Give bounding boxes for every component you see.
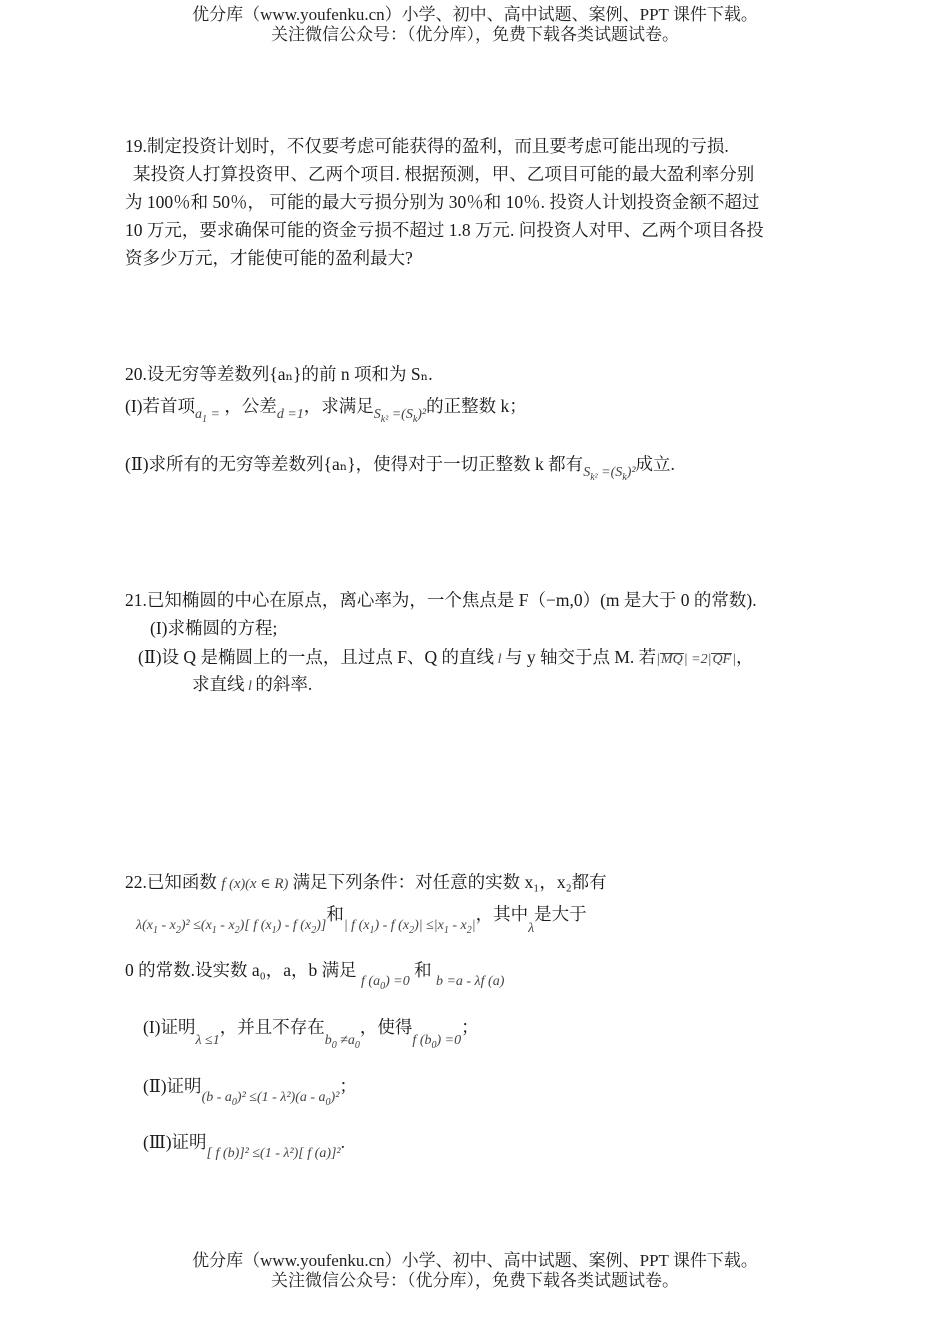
q20-p2-b: 成立. — [635, 454, 675, 474]
q22-p2-a: (Ⅱ)证明 — [143, 1076, 202, 1096]
q21-line-3 — [138, 645, 753, 672]
q22-l1-a: 22.已知函数 — [125, 872, 217, 892]
q21-l3-b: 与 y 轴交于点 M. 若 — [504, 647, 657, 667]
q22-line-3 — [125, 958, 504, 990]
formula-vector-ratio: |MQ| =2|QF| — [656, 652, 736, 667]
q22-l1-b: 满足下列条件：对任意的实数 x₁，x₂都有 — [292, 872, 607, 892]
q22-p3-b: . — [340, 1132, 345, 1152]
q19-line-2: 某投资人打算投资甲、乙两个项目. 根据预测，甲、乙项目可能的最大盈利率分别 — [133, 164, 755, 184]
q19-line-3: 为 100％和 50％， 可能的最大亏损分别为 30％和 10％. 投资人计划投资金额不超过 — [125, 192, 760, 212]
q22-part-2 — [143, 1074, 357, 1106]
header-line-1: 优分库（www.youfenku.cn）小学、初中、高中试题、案例、PPT 课件下载。 — [192, 5, 758, 24]
formula-proof-3: [ f (b)]² ≤(1 - λ²)[ f (a)]² — [206, 1146, 341, 1161]
q22-p1-c: ，使得 — [359, 1017, 413, 1037]
q19-line-5: 资多少万元，才能使可能的盈利最大? — [125, 248, 413, 268]
q21-line-4 — [192, 672, 312, 699]
q20-line-1: 20.设无穷等差数列{aₙ}的前 n 项和为 Sₙ. — [125, 364, 433, 384]
formula-l-2: l — [244, 679, 256, 694]
formula-a1: a1 = — [194, 407, 220, 425]
formula-sk2-2: Sk² =(Sk)² — [583, 465, 636, 483]
q22-l3-a: 0 的常数.设实数 a₀，a，b 满足 — [125, 960, 357, 980]
formula-lambda: λ — [528, 921, 535, 936]
formula-condition-1: λ(x1 - x2)² ≤(x1 - x2)[ f (x1) - f (x2)] — [136, 918, 327, 936]
header-line-2: 关注微信公众号：（优分库），免费下载各类试题试卷。 — [271, 25, 679, 44]
q22-l2-c: 是大于 — [534, 904, 587, 924]
footer-line-1: 优分库（www.youfenku.cn）小学、初中、高中试题、案例、PPT 课件下载。 — [192, 1251, 758, 1270]
formula-b: b =a - λf (a) — [435, 974, 505, 989]
q22-l2-a: 和 — [326, 904, 344, 924]
q20-p1-c: ，求满足 — [303, 396, 374, 416]
q22-part-1 — [143, 1015, 479, 1051]
q22-p1-b: ，并且不存在 — [219, 1017, 325, 1037]
q21-line-2: (I)求椭圆的方程; — [150, 618, 278, 638]
formula-sk2: Sk² =(Sk)² — [373, 407, 427, 425]
formula-fa0: f (a0) =0 — [361, 974, 410, 992]
q22-l2-b: ，其中 — [475, 904, 529, 924]
q21-line-1: 21.已知椭圆的中心在原点，离心率为，一个焦点是 F（−m,0）(m 是大于 0 的常数). — [125, 590, 757, 610]
formula-d: d =1 — [276, 407, 304, 422]
q21-l4-a: 求直线 — [192, 674, 245, 694]
formula-b0-ne-a0: b0 ≠a0 — [324, 1033, 360, 1051]
q22-p2-b: ； — [339, 1076, 357, 1096]
q22-p1-d: ； — [461, 1017, 479, 1037]
q22-line-2 — [136, 902, 587, 934]
q21-l3-c: ， — [735, 647, 754, 667]
q20-part-1 — [125, 394, 527, 426]
formula-fx: f (x)(x ∈ R) — [221, 876, 289, 892]
formula-condition-2: | f (x1) - f (x2)| ≤|x1 - x2| — [343, 918, 476, 936]
q22-l3-b: 和 — [414, 960, 432, 980]
formula-fb0: f (b0) =0 — [412, 1033, 462, 1051]
q22-p3-a: (Ⅲ)证明 — [143, 1132, 207, 1152]
q20-part-2 — [125, 452, 675, 484]
q21-l4-b: 的斜率. — [255, 674, 313, 694]
q20-p1-a: (I)若首项 — [125, 396, 195, 416]
q20-p1-d: 的正整数 k； — [426, 396, 527, 416]
q19-line-4: 10 万元，要求确保可能的资金亏损不超过 1.8 万元. 问投资人对甲、乙两个项目各投 — [125, 220, 764, 240]
q21-l3-a: (Ⅱ)设 Q 是椭圆上的一点，且过点 F、Q 的直线 — [138, 647, 495, 667]
q19-line-1: 19.制定投资计划时，不仅要考虑可能获得的盈利，而且要考虑可能出现的亏损. — [125, 136, 729, 156]
q20-p2-a: (Ⅱ)求所有的无穷等差数列{aₙ}，使得对于一切正整数 k 都有 — [125, 454, 584, 474]
formula-lambda-le-1: λ ≤1 — [195, 1033, 220, 1048]
footer-line-2: 关注微信公众号：（优分库），免费下载各类试题试卷。 — [271, 1271, 679, 1290]
q22-part-3 — [143, 1130, 345, 1161]
formula-proof-2: (b - a0)² ≤(1 - λ²)(a - a0)² — [201, 1090, 340, 1108]
q22-p1-a: (I)证明 — [143, 1017, 196, 1037]
q20-p1-b: ，公差 — [224, 396, 277, 416]
formula-l: l — [494, 652, 505, 667]
q22-line-1 — [125, 870, 607, 897]
